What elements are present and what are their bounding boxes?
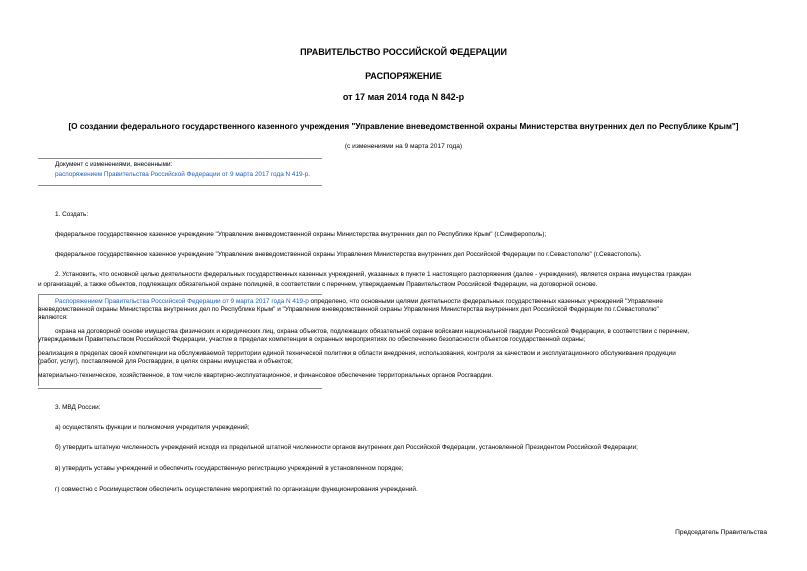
- clause-2-line-1: 2. Установить, что основной целью деятельности федеральных государственных казенных учреждений, указанных в пункте 1 настоящего распоряжения (далее - учреждения), является охрана имущества граждан: [55, 271, 691, 278]
- modification-bottom-rule: [38, 388, 322, 389]
- goal-2-line-2: (работ, услуг), поставляемой для Росгвардии, в целях охраны имущества и объектов;: [38, 358, 293, 365]
- goal-2-line-1: реализация в пределах своей компетенции на обслуживаемой территории единой технической политики в области внедрения, использования, контроля за качеством и эксплуатационного обслуживания продукции: [38, 350, 676, 357]
- government-heading: ПРАВИТЕЛЬСТВО РОССИЙСКОЙ ФЕДЕРАЦИИ: [300, 47, 507, 57]
- amendments-link[interactable]: распоряжением Правительства Российской Федерации от 9 марта 2017 года N 419-р.: [55, 171, 311, 178]
- goal-1-line-1: охрана на договорной основе имущества физических и юридических лиц, охрана объектов, подлежащих обязательной охране войсками национальной гвардии Российской Федерации, в соответствии с перечнем,: [55, 328, 690, 335]
- goal-3: материально-техническое, хозяйственное, в том числе квартирно-эксплуатационное, и финансовое обеспечение территориальных органов Росгвардии.: [38, 372, 494, 379]
- order-date-number: от 17 мая 2014 года N 842-р: [342, 92, 465, 102]
- clause-3-item-a: а) осуществлять функции и полномочия учредителя учреждений;: [55, 424, 250, 431]
- clause-3-item-c: в) утвердить уставы учреждений и обеспечить государственную регистрацию учреждений в установленном порядке;: [55, 465, 404, 472]
- amendments-top-rule: [38, 158, 322, 159]
- clause-1-item-a: федеральное государственное казенное учреждение "Управление вневедомственной охраны Министерства внутренних дел по Республике Крым" (г.Симферополь);: [55, 231, 547, 238]
- modification-line-2: вневедомственной охраны Министерства внутренних дел по Республике Крым" и "Управление вневедомственной охраны Управления Министерства внутренних дел Российской Федерации по г.Севастополю": [38, 306, 659, 313]
- clause-1-item-b: федеральное государственное казенное учреждение "Управление вневедомственной охраны Управления Министерства внутренних дел Российской Федерации по г.Севастополю" (г.Севастополь).: [55, 251, 642, 258]
- modification-link[interactable]: Распоряжением Правительства Российской Федерации от 9 марта 2017 года N 419-р: [55, 298, 309, 305]
- modification-line-1-text: определено, что основными целями деятельности федеральных государственных казенных учреждений "Управление: [308, 298, 663, 305]
- modification-top-rule: [38, 294, 322, 295]
- order-type-heading: РАСПОРЯЖЕНИЕ: [365, 71, 442, 81]
- document-title: [О создании федерального государственного казенного учреждения "Управление вневедомственной охраны Министерства внутренних дел по Республике Крым"]: [68, 122, 739, 131]
- changes-note: (с изменениями на 9 марта 2017 года): [344, 143, 463, 150]
- signature: Председатель Правительства: [675, 529, 767, 536]
- amendments-label: Документ с изменениями, внесенными:: [55, 161, 173, 168]
- amendments-bottom-rule: [38, 185, 322, 186]
- clause-3-item-b: б) утвердить штатную численность учреждений исходя из предельной штатной численности органов внутренних дел Российской Федерации, установленной Президентом Российской Федерации;: [55, 444, 638, 451]
- clause-1: 1. Создать:: [55, 211, 89, 218]
- clause-2-line-2: и организаций, а также объектов, подлежащих обязательной охране полицией, в соответствии с перечнем, утверждаемым Правительством Российской Федерации, на договорной основе.: [38, 281, 598, 288]
- modification-line-3: являются:: [38, 314, 68, 321]
- clause-3-item-d: г) совместно с Росимуществом обеспечить осуществление мероприятий по организации функционирования учреждений.: [55, 486, 418, 493]
- goal-1-line-2: утверждаемым Правительством Российской Федерации, участие в пределах компетенции в охранных мероприятиях по обеспечению безопасности объектов государственной охраны;: [38, 336, 586, 343]
- clause-3: 3. МВД России:: [55, 404, 101, 411]
